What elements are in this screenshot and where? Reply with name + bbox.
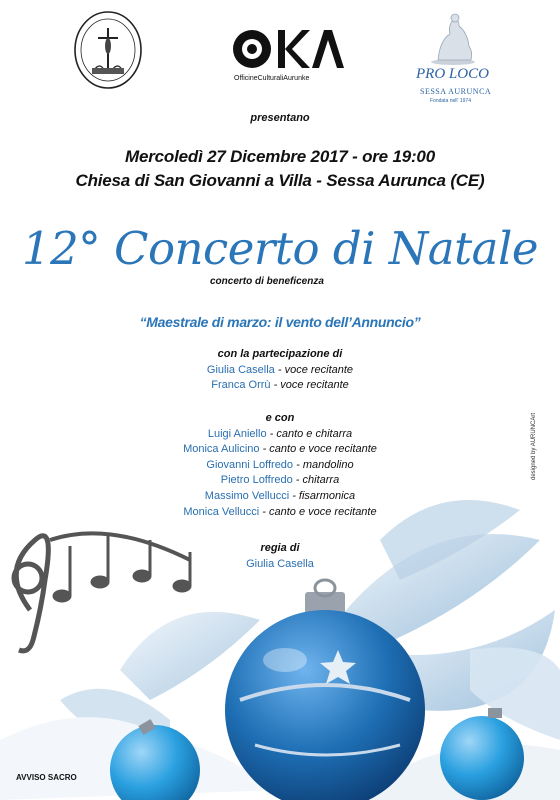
pro-loco-founded: Fondata nell' 1974 — [430, 98, 471, 104]
designer-credit: designed by AURUNCArt — [531, 412, 537, 480]
pro-loco-city: SESSA AURUNCA — [420, 87, 492, 96]
performers-section — [0, 411, 560, 520]
credit-line — [0, 473, 560, 489]
credit-name: Giulia Casella — [206, 363, 275, 376]
credit-role: - fisarmonica — [289, 489, 356, 502]
credit-line — [0, 427, 560, 443]
event-date: Mercoledì 27 Dicembre 2017 - ore 19:00 — [125, 147, 435, 166]
credit-line — [0, 363, 560, 379]
credit-line — [0, 442, 560, 458]
oka-logo — [220, 24, 360, 94]
credit-line — [0, 505, 560, 521]
credit-role: - voce recitante — [274, 363, 354, 376]
seal-emblem-icon — [72, 10, 144, 92]
credit-role: - chitarra — [292, 474, 340, 487]
participation-heading: con la partecipazione di — [217, 348, 343, 360]
credit-line — [0, 458, 560, 474]
credit-name: Giovanni Loffredo — [206, 458, 294, 471]
statue-icon — [408, 8, 498, 66]
confraternita-seal-logo — [72, 10, 144, 92]
concert-subtitle: concerto di beneficenza — [210, 276, 324, 287]
credit-role: - canto e voce recitante — [259, 505, 377, 518]
performers-heading: e con — [265, 412, 295, 424]
oka-caption: OfficineCulturaliAurunke — [234, 75, 310, 82]
pro-loco-name: PRO LOCO — [416, 66, 489, 82]
presenter-label: presentano — [250, 112, 310, 124]
credit-name: Franca Orrù — [211, 379, 271, 392]
pro-loco-logo — [408, 8, 498, 104]
credit-role: - voce recitante — [270, 379, 349, 392]
credit-line — [0, 378, 560, 394]
direction-heading: regia di — [260, 542, 300, 554]
credit-name: Monica Vellucci — [183, 505, 260, 518]
credit-role: - canto e chitarra — [266, 427, 353, 440]
credit-name: Luigi Aniello — [207, 427, 267, 440]
credit-name: Pietro Loffredo — [220, 474, 293, 487]
credit-line — [0, 489, 560, 505]
avviso-sacro-label: AVVISO SACRO — [16, 773, 77, 782]
concert-title: 12° Concerto di Natale — [21, 222, 539, 275]
direction-section — [0, 541, 560, 572]
direction-name: Giulia Casella — [246, 557, 314, 570]
credit-name: Monica Aulicino — [183, 443, 260, 456]
credit-name: Massimo Vellucci — [204, 489, 290, 502]
event-place: Chiesa di San Giovanni a Villa - Sessa Aurunca (CE) — [75, 171, 485, 190]
work-title: “Maestrale di marzo: il vento dell’Annuncio” — [139, 314, 421, 330]
credit-role: - mandolino — [293, 458, 354, 471]
credit-role: - canto e voce recitante — [259, 443, 377, 456]
participation-section — [0, 347, 560, 394]
oka-mark-icon — [220, 24, 360, 74]
